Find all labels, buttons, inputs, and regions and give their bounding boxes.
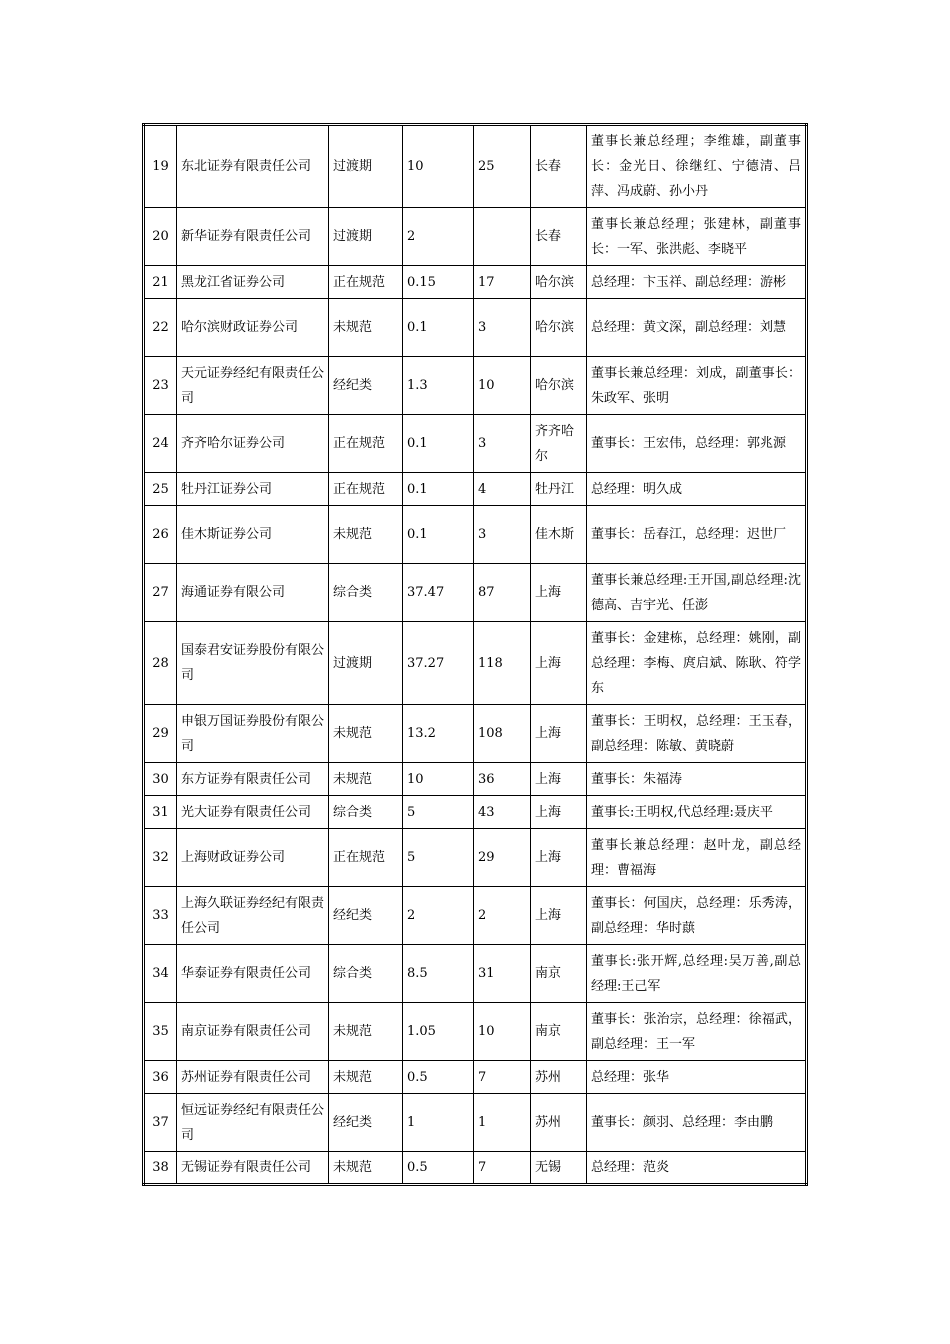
city: 佳木斯 — [531, 506, 587, 564]
city: 齐齐哈尔 — [531, 415, 587, 473]
branch-count: 29 — [474, 829, 531, 887]
management: 董事长：王明权，总经理：王玉春，副总经理：陈敏、黄晓蔚 — [587, 705, 807, 763]
management: 董事长:张开辉,总经理:吴万善,副总经理:王己军 — [587, 945, 807, 1003]
management: 总经理：张华 — [587, 1061, 807, 1094]
company-name: 黑龙江省证券公司 — [177, 266, 329, 299]
table-row — [144, 796, 807, 829]
company-status: 正在规范 — [329, 415, 403, 473]
management: 董事长兼总经理:王开国,副总经理:沈德高、吉宇光、任澎 — [587, 564, 807, 622]
table-row — [144, 357, 807, 415]
row-number: 20 — [144, 208, 177, 266]
registered-capital: 0.1 — [403, 415, 474, 473]
row-number: 30 — [144, 763, 177, 796]
company-name: 齐齐哈尔证券公司 — [177, 415, 329, 473]
row-number: 26 — [144, 506, 177, 564]
table-row — [144, 299, 807, 357]
city: 上海 — [531, 829, 587, 887]
registered-capital: 0.1 — [403, 506, 474, 564]
registered-capital: 8.5 — [403, 945, 474, 1003]
company-status: 正在规范 — [329, 829, 403, 887]
row-number: 33 — [144, 887, 177, 945]
branch-count — [474, 208, 531, 266]
city: 苏州 — [531, 1061, 587, 1094]
company-name: 哈尔滨财政证券公司 — [177, 299, 329, 357]
row-number: 22 — [144, 299, 177, 357]
management: 董事长：张治宗，总经理：徐福武，副总经理：王一军 — [587, 1003, 807, 1061]
city: 上海 — [531, 887, 587, 945]
management: 董事长：岳春江，总经理：迟世厂 — [587, 506, 807, 564]
company-status: 过渡期 — [329, 125, 403, 208]
company-name: 东方证券有限责任公司 — [177, 763, 329, 796]
table-row — [144, 829, 807, 887]
city: 苏州 — [531, 1094, 587, 1152]
city: 上海 — [531, 564, 587, 622]
company-name: 海通证券有限公司 — [177, 564, 329, 622]
company-name: 上海久联证券经纪有限责任公司 — [177, 887, 329, 945]
table-row — [144, 473, 807, 506]
row-number: 37 — [144, 1094, 177, 1152]
company-status: 综合类 — [329, 796, 403, 829]
management: 总经理：卞玉祥、副总经理：游彬 — [587, 266, 807, 299]
branch-count: 25 — [474, 125, 531, 208]
company-name: 光大证券有限责任公司 — [177, 796, 329, 829]
management: 总经理：明久成 — [587, 473, 807, 506]
company-name: 华泰证券有限责任公司 — [177, 945, 329, 1003]
branch-count: 10 — [474, 357, 531, 415]
registered-capital: 5 — [403, 829, 474, 887]
registered-capital: 13.2 — [403, 705, 474, 763]
row-number: 28 — [144, 622, 177, 705]
management: 董事长兼总经理：刘成，副董事长：朱政军、张明 — [587, 357, 807, 415]
row-number: 24 — [144, 415, 177, 473]
row-number: 34 — [144, 945, 177, 1003]
city: 上海 — [531, 796, 587, 829]
company-status: 经纪类 — [329, 1094, 403, 1152]
branch-count: 4 — [474, 473, 531, 506]
branch-count: 3 — [474, 506, 531, 564]
table-row — [144, 208, 807, 266]
management: 董事长兼总经理；李维雄，副董事长：金光日、徐继红、宁德清、吕萍、冯成蔚、孙小丹 — [587, 125, 807, 208]
table-row — [144, 887, 807, 945]
company-status: 未规范 — [329, 1152, 403, 1185]
management: 总经理：范炎 — [587, 1152, 807, 1185]
registered-capital: 2 — [403, 887, 474, 945]
registered-capital: 0.1 — [403, 473, 474, 506]
table-row — [144, 705, 807, 763]
company-name: 南京证券有限责任公司 — [177, 1003, 329, 1061]
registered-capital: 0.5 — [403, 1061, 474, 1094]
city: 牡丹江 — [531, 473, 587, 506]
branch-count: 43 — [474, 796, 531, 829]
registered-capital: 2 — [403, 208, 474, 266]
company-name: 国泰君安证券股份有限公司 — [177, 622, 329, 705]
table-row — [144, 1061, 807, 1094]
company-status: 正在规范 — [329, 473, 403, 506]
city: 南京 — [531, 1003, 587, 1061]
registered-capital: 10 — [403, 125, 474, 208]
branch-count: 31 — [474, 945, 531, 1003]
company-name: 天元证券经纪有限责任公司 — [177, 357, 329, 415]
table-body — [144, 125, 807, 1185]
branch-count: 3 — [474, 299, 531, 357]
city: 哈尔滨 — [531, 357, 587, 415]
table-row — [144, 763, 807, 796]
city: 上海 — [531, 705, 587, 763]
registered-capital: 1.3 — [403, 357, 474, 415]
branch-count: 87 — [474, 564, 531, 622]
table-row — [144, 415, 807, 473]
row-number: 29 — [144, 705, 177, 763]
table-row — [144, 1003, 807, 1061]
company-status: 未规范 — [329, 299, 403, 357]
row-number: 32 — [144, 829, 177, 887]
management: 董事长：王宏伟，总经理：郭兆源 — [587, 415, 807, 473]
company-name: 佳木斯证券公司 — [177, 506, 329, 564]
company-status: 综合类 — [329, 945, 403, 1003]
management: 董事长：颜羽、总经理：李由鹏 — [587, 1094, 807, 1152]
management: 董事长兼总经理；张建林，副董事长：一军、张洪彪、李晓平 — [587, 208, 807, 266]
company-name: 恒远证券经纪有限责任公司 — [177, 1094, 329, 1152]
company-status: 过渡期 — [329, 622, 403, 705]
registered-capital: 0.15 — [403, 266, 474, 299]
city: 长春 — [531, 125, 587, 208]
branch-count: 36 — [474, 763, 531, 796]
city: 长春 — [531, 208, 587, 266]
registered-capital: 37.47 — [403, 564, 474, 622]
table-row — [144, 1094, 807, 1152]
securities-companies-table — [142, 123, 808, 1186]
registered-capital: 0.5 — [403, 1152, 474, 1185]
registered-capital: 37.27 — [403, 622, 474, 705]
company-status: 过渡期 — [329, 208, 403, 266]
management: 董事长：金建栋，总经理：姚刚，副总经理：李梅、庹启斌、陈耿、符学东 — [587, 622, 807, 705]
branch-count: 7 — [474, 1061, 531, 1094]
company-status: 未规范 — [329, 1003, 403, 1061]
table-row — [144, 564, 807, 622]
branch-count: 2 — [474, 887, 531, 945]
registered-capital: 1 — [403, 1094, 474, 1152]
table-row — [144, 1152, 807, 1185]
company-status: 经纪类 — [329, 887, 403, 945]
company-name: 新华证券有限责任公司 — [177, 208, 329, 266]
city: 哈尔滨 — [531, 266, 587, 299]
row-number: 27 — [144, 564, 177, 622]
branch-count: 3 — [474, 415, 531, 473]
city: 无锡 — [531, 1152, 587, 1185]
row-number: 35 — [144, 1003, 177, 1061]
company-status: 未规范 — [329, 1061, 403, 1094]
registered-capital: 5 — [403, 796, 474, 829]
company-name: 牡丹江证券公司 — [177, 473, 329, 506]
city: 上海 — [531, 763, 587, 796]
company-name: 苏州证券有限责任公司 — [177, 1061, 329, 1094]
company-status: 正在规范 — [329, 266, 403, 299]
table-row — [144, 266, 807, 299]
management: 董事长：何国庆，总经理：乐秀涛，副总经理：华时蕻 — [587, 887, 807, 945]
branch-count: 118 — [474, 622, 531, 705]
company-name: 申银万国证券股份有限公司 — [177, 705, 329, 763]
company-name: 东北证券有限责任公司 — [177, 125, 329, 208]
management: 董事长:王明权,代总经理:聂庆平 — [587, 796, 807, 829]
row-number: 38 — [144, 1152, 177, 1185]
row-number: 25 — [144, 473, 177, 506]
registered-capital: 1.05 — [403, 1003, 474, 1061]
company-name: 上海财政证券公司 — [177, 829, 329, 887]
row-number: 21 — [144, 266, 177, 299]
city: 上海 — [531, 622, 587, 705]
row-number: 19 — [144, 125, 177, 208]
branch-count: 10 — [474, 1003, 531, 1061]
branch-count: 108 — [474, 705, 531, 763]
company-status: 未规范 — [329, 705, 403, 763]
table-row — [144, 622, 807, 705]
company-name: 无锡证券有限责任公司 — [177, 1152, 329, 1185]
city: 哈尔滨 — [531, 299, 587, 357]
table-row — [144, 506, 807, 564]
company-status: 未规范 — [329, 506, 403, 564]
company-status: 未规范 — [329, 763, 403, 796]
management: 总经理：黄文深，副总经理：刘慧 — [587, 299, 807, 357]
management: 董事长：朱福涛 — [587, 763, 807, 796]
table-row — [144, 945, 807, 1003]
company-status: 综合类 — [329, 564, 403, 622]
row-number: 23 — [144, 357, 177, 415]
branch-count: 7 — [474, 1152, 531, 1185]
row-number: 36 — [144, 1061, 177, 1094]
row-number: 31 — [144, 796, 177, 829]
city: 南京 — [531, 945, 587, 1003]
table-row — [144, 125, 807, 208]
registered-capital: 0.1 — [403, 299, 474, 357]
company-status: 经纪类 — [329, 357, 403, 415]
management: 董事长兼总经理：赵叶龙，副总经理：曹福海 — [587, 829, 807, 887]
branch-count: 17 — [474, 266, 531, 299]
branch-count: 1 — [474, 1094, 531, 1152]
registered-capital: 10 — [403, 763, 474, 796]
